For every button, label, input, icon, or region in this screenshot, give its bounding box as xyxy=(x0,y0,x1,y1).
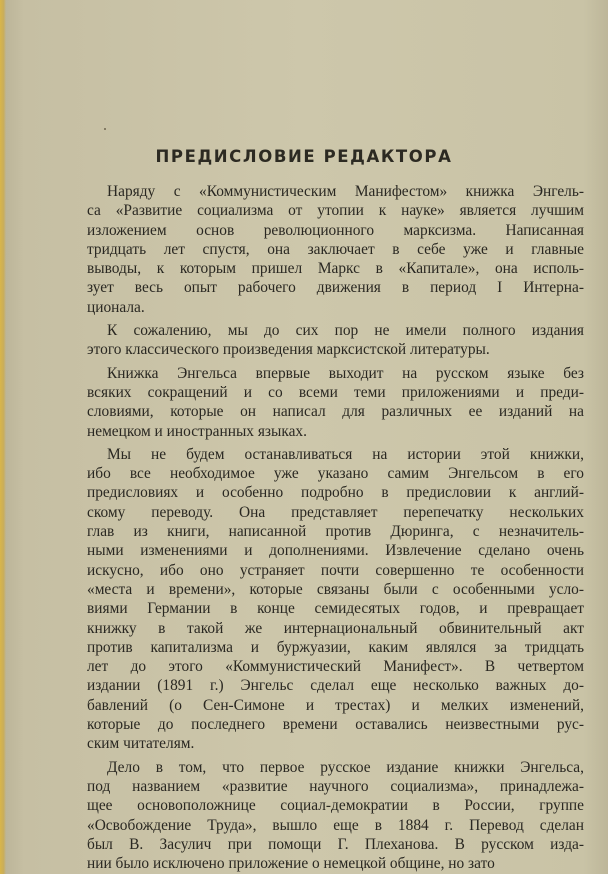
text-line: выводы, к которым пришел Маркс в «Капитале», она исполь- xyxy=(87,260,584,278)
text-line: глав из книги, написанной против Дюринга, с незначитель- xyxy=(87,523,584,541)
text-line: искусно, ибо оно устраняет почти совершенно те особенности xyxy=(87,561,584,579)
text-line: против капитализма и буржуазии, каким являлся за тридцать xyxy=(87,638,584,656)
text-line: этого классического произведения марксистской литературы. xyxy=(87,341,490,359)
text-line: нии было исключено приложение о немецкой общине, но зато xyxy=(87,855,495,873)
text-line: са «Развитие социализма от утопии к науке» является лучшим xyxy=(87,202,584,220)
text-line: Книжка Энгельса впервые выходит на русском языке без xyxy=(107,364,584,382)
text-line: тридцать лет спустя, она заключает в себе уже и главные xyxy=(87,240,584,258)
paragraph xyxy=(87,321,584,360)
text-line: ными изменениями и дополнениями. Извлечение сделано очень xyxy=(87,542,584,560)
paragraph xyxy=(87,445,584,754)
text-line: ским читателям. xyxy=(87,735,195,753)
text-line: был В. Засулич при помощи Г. Плеханова. В русском изда- xyxy=(87,835,584,853)
text-line: словиями, которые он написал для различных ее изданий на xyxy=(87,403,584,421)
page-title: ПРЕДИСЛОВИЕ РЕДАКТОРА xyxy=(155,147,453,166)
text-line: К сожалению, мы до сих пор не имели полного издания xyxy=(107,322,584,340)
text-line: немецком и иностранных языках. xyxy=(87,422,307,440)
paper-speck xyxy=(104,128,106,130)
body-text xyxy=(87,182,584,873)
page-edge xyxy=(0,0,6,874)
paragraph xyxy=(87,182,584,317)
text-line: под названием «развитие научного социализма», принадлежа- xyxy=(87,777,584,795)
text-line: Мы не будем останавливаться на истории этой книжки, xyxy=(107,445,584,463)
text-line: «Освобождение Труда», вышло еще в 1884 г. Перевод сделан xyxy=(87,816,584,834)
text-line: зует весь опыт рабочего движения в период I Интерна- xyxy=(87,279,584,297)
text-line: изложением основ революционного марксизма. Написанная xyxy=(87,221,584,239)
text-line: бавлений (о Сен-Симоне и трестах) и мелких изменений, xyxy=(87,696,584,714)
text-line: щее основоположнице социал-демократии в России, группе xyxy=(87,797,584,815)
text-line: которые до последнего времени оставались неизвестными рус- xyxy=(87,716,584,734)
text-line: ционала. xyxy=(87,298,145,316)
text-line: предисловиях и особенно подробно в предисловии к англий- xyxy=(87,484,584,502)
text-line: всяких сокращений и со всеми теми приложениями и преди- xyxy=(87,383,584,401)
text-line: Дело в том, что первое русское издание книжки Энгельса, xyxy=(107,758,584,776)
text-line: скому переводу. Она представляет перепечатку нескольких xyxy=(87,503,584,521)
text-line: издании (1891 г.) Энгельс сделал еще несколько важных до- xyxy=(87,677,584,695)
text-line: книжку в такой же интернациональный обвинительный акт xyxy=(87,619,584,637)
text-line: Наряду с «Коммунистическим Манифестом» книжка Энгель- xyxy=(107,183,584,200)
text-line: лет до этого «Коммунистический Манифест». В четвертом xyxy=(87,658,584,676)
paragraph xyxy=(87,758,584,874)
text-line: «места и времени», которые связаны были с особенными усло- xyxy=(87,580,584,598)
paragraph xyxy=(87,364,584,441)
text-line: ибо все необходимое уже указано самим Энгельсом в его xyxy=(87,465,584,483)
text-line: виями Германии в конце семидесятых годов, и превращает xyxy=(87,600,584,618)
